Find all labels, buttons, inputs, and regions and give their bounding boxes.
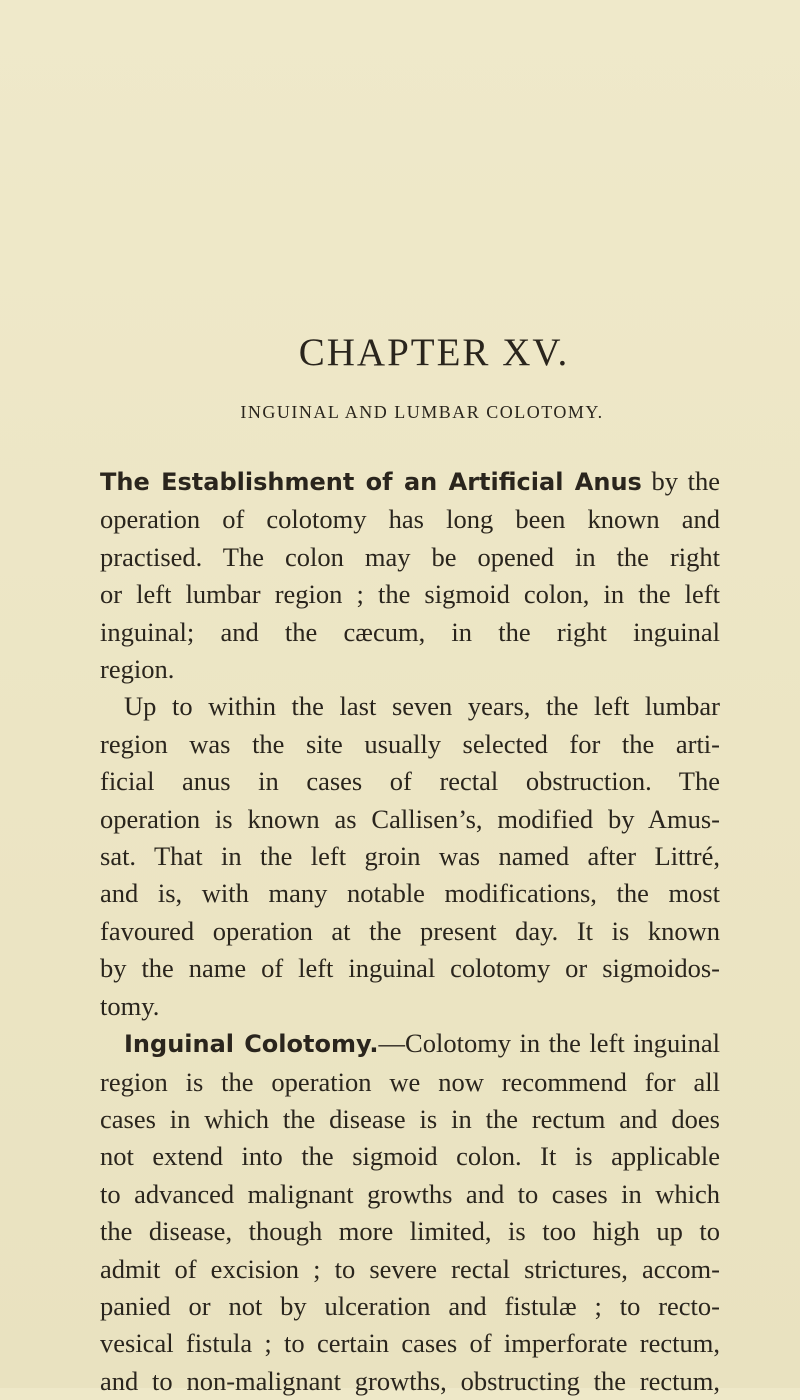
text-line: to advanced malignant growths and to cases in which bbox=[100, 1178, 720, 1209]
text-line: region was the site usually selected for the arti- bbox=[100, 728, 720, 759]
text-run: —Colotomy in the left inguinal bbox=[378, 1028, 720, 1059]
text-line: operation of colotomy has long been known and bbox=[100, 504, 720, 535]
text-line bbox=[100, 1025, 720, 1063]
text-line: and is, with many notable modifications, the most bbox=[100, 878, 720, 909]
text-line: panied or not by ulceration and fistulæ ; to recto- bbox=[100, 1290, 720, 1321]
text-line: and to non-malignant growths, obstructing the rectum, bbox=[100, 1365, 720, 1396]
text-line: or left lumbar region ; the sigmoid colon, in the left bbox=[100, 579, 720, 610]
text-line: operation is known as Callisen’s, modified by Amus- bbox=[100, 803, 720, 834]
section-heading: The Establishment of an Artificial Anus bbox=[100, 468, 642, 496]
section-heading: Inguinal Colotomy. bbox=[124, 1030, 379, 1059]
text-line: by the name of left inguinal colotomy or sigmoidos- bbox=[100, 953, 720, 984]
text-line: vesical fistula ; to certain cases of imperforate rectum, bbox=[100, 1328, 720, 1359]
text-line: not extend into the sigmoid colon. It is applicable bbox=[100, 1141, 720, 1172]
text-line: inguinal; and the cæcum, in the right inguinal bbox=[100, 616, 720, 647]
text-line: admit of excision ; to severe rectal strictures, accom- bbox=[100, 1253, 720, 1284]
text-run: by the bbox=[641, 466, 720, 496]
text-line: favoured operation at the present day. It is known bbox=[100, 915, 720, 946]
text-line: cases in which the disease is in the rectum and does bbox=[100, 1103, 720, 1134]
text-line: region. bbox=[100, 654, 175, 685]
text-line: region is the operation we now recommend for all bbox=[100, 1066, 720, 1097]
chapter-title: CHAPTER XV. bbox=[298, 331, 570, 374]
body-text bbox=[100, 463, 720, 1400]
text-line: the disease, though more limited, is too high up to bbox=[100, 1216, 720, 1247]
text-line: sat. That in the left groin was named after Littré, bbox=[100, 841, 720, 872]
text-line: tomy. bbox=[100, 990, 160, 1021]
text-line bbox=[100, 463, 720, 501]
text-line: Up to within the last seven years, the left lumbar bbox=[124, 691, 720, 722]
text-line: ficial anus in cases of rectal obstruction. The bbox=[100, 766, 720, 797]
text-line: practised. The colon may be opened in the right bbox=[100, 541, 720, 572]
chapter-subtitle: INGUINAL AND LUMBAR COLOTOMY. bbox=[240, 402, 604, 422]
